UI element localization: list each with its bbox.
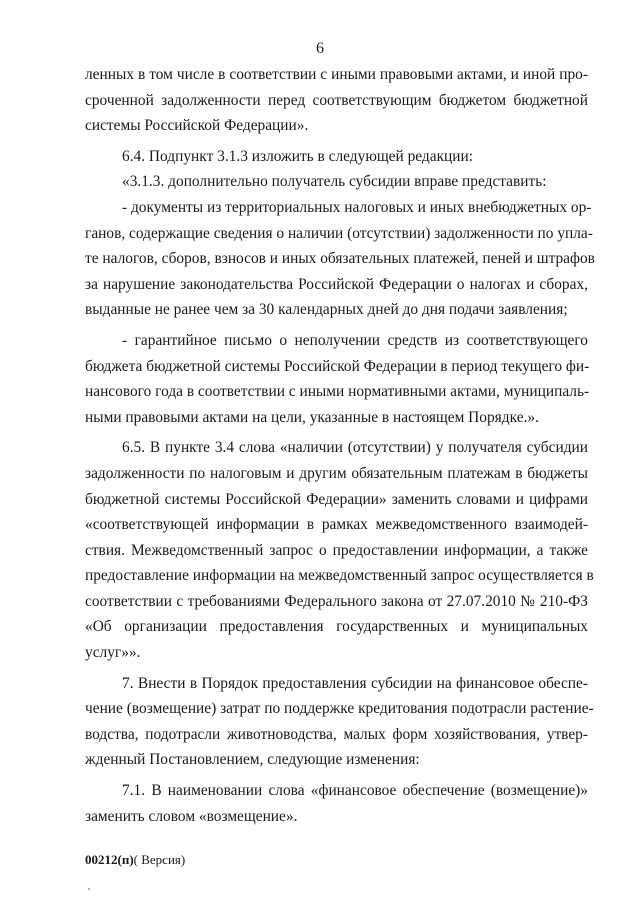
paragraph-guarantee-item bbox=[85, 328, 588, 430]
scan-artifact bbox=[88, 888, 90, 890]
text-line: - гарантийное письмо о неполучении средств из соответствующего bbox=[122, 331, 588, 349]
document-version: ( Версия) bbox=[133, 852, 186, 867]
text-line: задолженности по налоговым и другим обязательным платежам в бюджеты bbox=[85, 464, 588, 482]
text-line: 7. Внести в Порядок предоставления субсидии на финансовое обеспе- bbox=[122, 674, 588, 692]
text-line: жденный Постановлением, следующие изменения: bbox=[85, 751, 420, 769]
text-line: выданные не ранее чем за 30 календарных дней до дня подачи заявления; bbox=[85, 301, 568, 319]
text-line: ствия. Межведомственный запрос о предоставлении информации, а также bbox=[85, 541, 588, 559]
text-line: бюджета бюджетной системы Российской Федерации в период текущего фи- bbox=[85, 357, 590, 375]
text-line: чение (возмещение) затрат по поддержке кредитования подотрасли растение- bbox=[85, 700, 594, 718]
text-line: системы Российской Федерации». bbox=[85, 117, 309, 135]
paragraph-7 bbox=[85, 671, 594, 773]
text-line: бюджетной системы Российской Федерации» заменить словами и цифрами bbox=[85, 490, 588, 508]
page-number: 6 bbox=[316, 40, 324, 57]
document-footer bbox=[85, 852, 185, 868]
text-line: ленных в том числе в соответствии с иными правовыми актами, и иной про- bbox=[85, 66, 588, 83]
text-line: ными правовыми актами на цели, указанные в настоящем Порядке.». bbox=[85, 408, 539, 426]
paragraph-documents-item bbox=[85, 195, 595, 323]
text-line: «Об организации предоставления государственных и муниципальных bbox=[85, 618, 588, 636]
text-line: услуг»». bbox=[85, 644, 141, 662]
paragraph-6-5 bbox=[85, 435, 594, 665]
paragraph-7-1 bbox=[85, 778, 588, 829]
text-line: за нарушение законодательства Российской Федерации о налогах и сборах, bbox=[85, 275, 588, 293]
text-line: нансового года в соответствии с иными нормативными актами, муниципаль- bbox=[85, 383, 590, 401]
text-line: «соответствующей информации в рамках межведомственного взаимодей- bbox=[85, 516, 588, 534]
text-line: 6.5. В пункте 3.4 слова «наличии (отсутствии) у получателя субсидии bbox=[122, 439, 588, 457]
text-line: 6.4. Подпункт 3.1.3 изложить в следующей редакции: bbox=[122, 147, 474, 165]
paragraph-3-1-3 bbox=[85, 169, 588, 195]
text-line: сроченной задолженности перед соответствующим бюджетом бюджетной bbox=[85, 91, 588, 109]
text-line: заменить словом «возмещение». bbox=[85, 807, 298, 825]
text-line: водства, подотрасли животноводства, малых форм хозяйствования, утвер- bbox=[85, 725, 588, 743]
text-line: «3.1.3. дополнительно получатель субсидии вправе представить: bbox=[122, 173, 547, 191]
paragraph-continuation bbox=[85, 62, 588, 139]
text-line: соответствии с требованиями Федерального закона от 27.07.2010 № 210-ФЗ bbox=[85, 592, 588, 610]
paragraph-6-4 bbox=[85, 144, 588, 170]
text-line: те налогов, сборов, взносов и иных обязательных платежей, пеней и штрафов bbox=[85, 250, 595, 268]
text-line: ганов, содержащие сведения о наличии (отсутствии) задолженности по упла- bbox=[85, 224, 593, 242]
document-code: 00212(п) bbox=[85, 852, 134, 867]
document-body bbox=[85, 62, 595, 829]
text-line: предоставление информации на межведомственный запрос осуществляется в bbox=[85, 567, 594, 585]
text-line: - документы из территориальных налоговых и иных внебюджетных ор- bbox=[122, 198, 592, 216]
text-line: 7.1. В наименовании слова «финансовое обеспечение (возмещение)» bbox=[122, 782, 588, 800]
